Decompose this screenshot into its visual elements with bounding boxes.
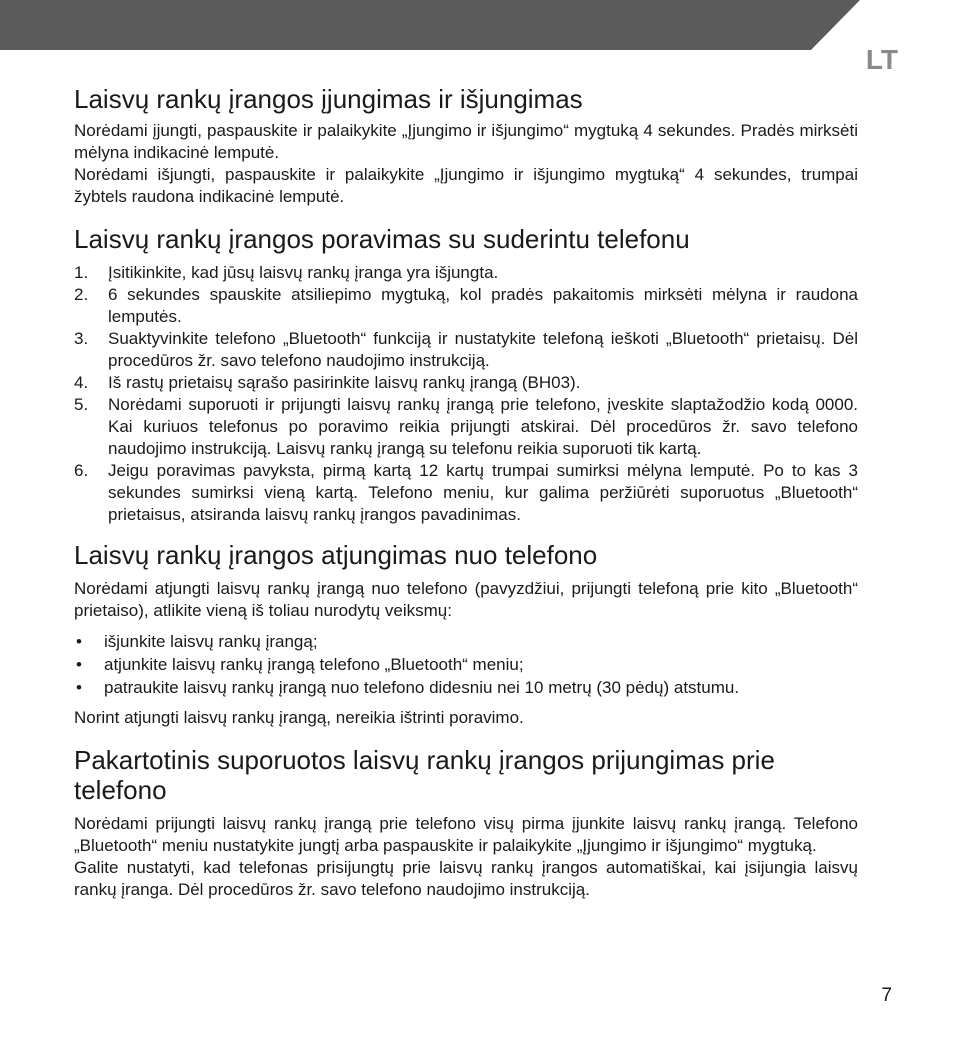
step-text: Įsitikinkite, kad jūsų laisvų rankų įranga yra išjungta. [108,263,499,282]
step-number: 6. [74,461,89,480]
step-number: 5. [74,395,89,414]
paragraph: Norėdami prijungti laisvų rankų įrangą prie telefono visų pirma įjunkite laisvų rankų įrangą. Telefono „Bluetooth“ meniu nustatykite jungtį arba paspauskite ir palaikykite „Įjungimo ir išjungimo“ mygtuką. [74,814,858,855]
paragraph: Norėdami išjungti, paspauskite ir palaikykite „Įjungimo ir išjungimo mygtuką“ 4 sekundes, trumpai žybtels raudona indikacinė lemputė. [74,165,858,206]
bullet-icon: • [76,632,82,651]
header-band [0,0,860,50]
step-text: Jeigu poravimas pavyksta, pirmą kartą 12 kartų trumpai sumirksi mėlyna lemputė. Po to kas 3 sekundes sumirksi vieną kartą. Telefono meniu, kur galima peržiūrėti suporuotus „Bluetooth“ prietaisus, atsiranda laisvų rankų įrangos pavadinimas. [108,461,858,524]
paragraph: Galite nustatyti, kad telefonas prisijungtų prie laisvų rankų įrangos automatiškai, kai įsijungia laisvų rankų įranga. Dėl procedūros žr. savo telefono naudojimo instrukciją. [74,858,858,899]
page-content [74,78,858,901]
bullet-text: atjunkite laisvų rankų įrangą telefono „Bluetooth“ meniu; [104,655,524,674]
bullet-icon: • [76,655,82,674]
language-code: LT [865,44,898,75]
section-title-pairing: Laisvų rankų įrangos poravimas su suderintu telefonu [74,224,690,254]
disconnect-options-list [74,630,858,699]
bullet-text: patraukite laisvų rankų įrangą nuo telefono didesniu nei 10 metrų (30 pėdų) atstumu. [104,678,740,697]
list-item [74,676,858,699]
step-number: 2. [74,285,89,304]
list-item [74,460,858,526]
list-item [74,394,858,460]
list-item [74,328,858,372]
list-item [74,653,858,676]
step-number: 3. [74,329,89,348]
bullet-text: išjunkite laisvų rankų įrangą; [104,632,318,651]
step-text: Norėdami suporuoti ir prijungti laisvų rankų įrangą prie telefono, įveskite slaptažodžio kodą 0000. Kai kuriuos telefonus po poravimo reikia prijungti atskirai. Dėl procedūros žr. savo telefono naudojimo instrukciją. Laisvų rankų įrangą su telefonu reikia suporuoti tik kartą. [108,395,858,458]
step-number: 4. [74,373,89,392]
step-text: Suaktyvinkite telefono „Bluetooth“ funkciją ir nustatykite telefoną ieškoti „Bluetooth“ prietaisų. Dėl procedūros žr. savo telefono naudojimo instrukciją. [108,329,858,370]
section-title-power: Laisvų rankų įrangos įjungimas ir išjungimas [74,84,583,114]
step-number: 1. [74,263,89,282]
list-item [74,630,858,653]
bullet-icon: • [76,678,82,697]
section-title-disconnect: Laisvų rankų įrangos atjungimas nuo telefono [74,540,598,570]
list-item [74,262,858,284]
step-text: 6 sekundes spauskite atsiliepimo mygtuką, kol pradės pakaitomis mirksėti mėlyna ir raudona lemputės. [108,285,858,326]
paragraph: Norint atjungti laisvų rankų įrangą, nereikia ištrinti poravimo. [74,708,524,727]
list-item [74,372,858,394]
page-number: 7 [881,985,892,1006]
list-item [74,284,858,328]
section-title-reconnect: Pakartotinis suporuotos laisvų rankų įrangos prijungimas prie telefono [74,745,775,805]
step-text: Iš rastų prietaisų sąrašo pasirinkite laisvų rankų įrangą (BH03). [108,373,581,392]
pairing-steps-list [74,262,858,526]
paragraph: Norėdami atjungti laisvų rankų įrangą nuo telefono (pavyzdžiui, prijungti telefoną prie kito „Bluetooth“ prietaiso), atlikite vieną iš toliau nurodytų veiksmų: [74,579,858,620]
paragraph: Norėdami įjungti, paspauskite ir palaikykite „Įjungimo ir išjungimo“ mygtuką 4 sekundes. Pradės mirksėti mėlyna indikacinė lemputė. [74,121,858,162]
